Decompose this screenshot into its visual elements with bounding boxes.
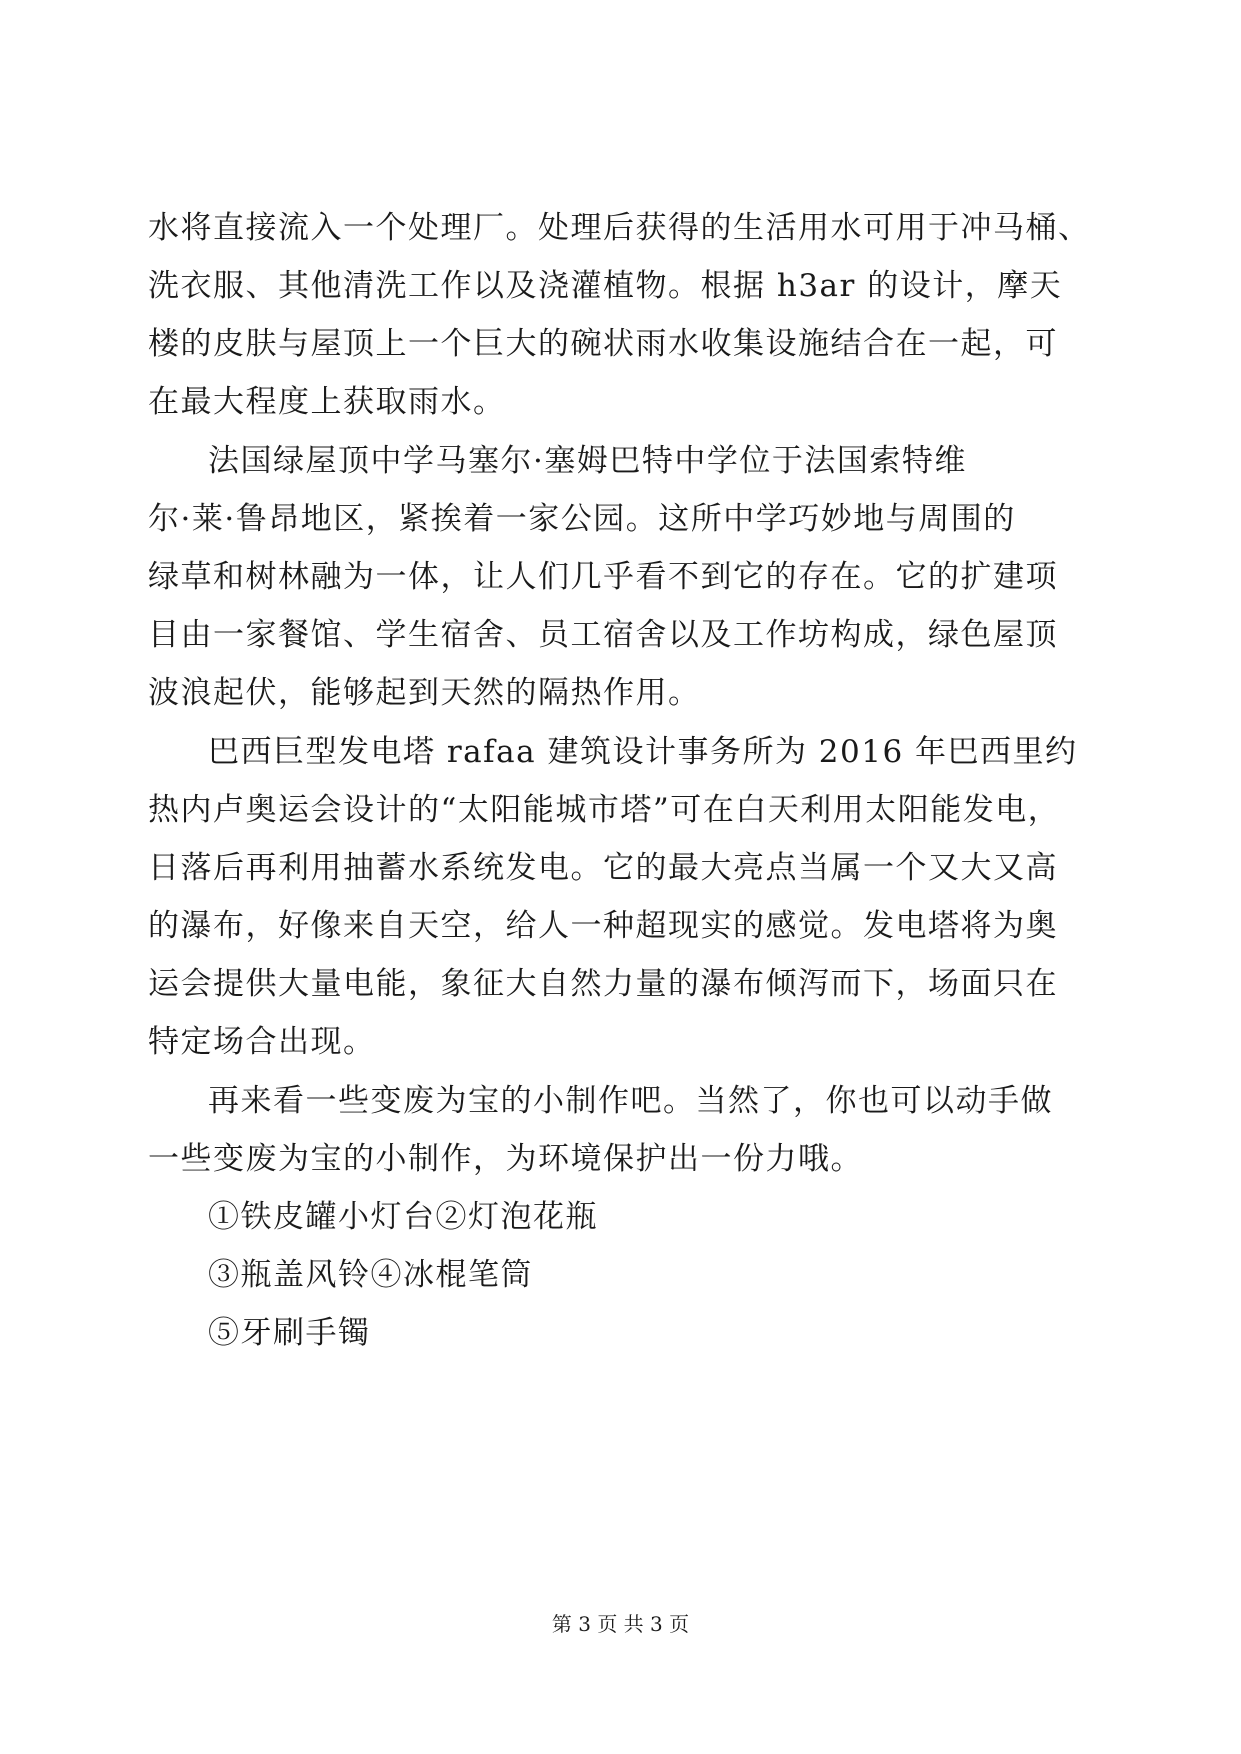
text-line: 绿草和树林融为一体，让人们几乎看不到它的存在。它的扩建项 (148, 559, 1058, 595)
text-line: 法国绿屋顶中学马塞尔·塞姆巴特中学位于法国索特维 (208, 443, 967, 479)
text-line: 特定场合出现。 (148, 1024, 376, 1060)
list-item: ①铁皮罐小灯台②灯泡花瓶 (208, 1199, 598, 1235)
page-number: 第 3 页 共 3 页 (551, 1612, 690, 1636)
text-line: 水将直接流入一个处理厂。处理后获得的生活用水可用于冲马桶、 (148, 210, 1091, 246)
text-line: 洗衣服、其他清洗工作以及浇灌植物。根据 h3ar 的设计，摩天 (148, 268, 1063, 304)
text-line: 再来看一些变废为宝的小制作吧。当然了，你也可以动手做 (208, 1083, 1053, 1119)
text-line: 热内卢奥运会设计的“太阳能城市塔”可在白天利用太阳能发电， (148, 792, 1061, 828)
text-line: 波浪起伏，能够起到天然的隔热作用。 (148, 675, 701, 711)
list-item: ③瓶盖风铃④冰棍笔筒 (208, 1257, 533, 1293)
list-item: ⑤牙刷手镯 (208, 1315, 371, 1351)
text-line: 运会提供大量电能，象征大自然力量的瀑布倾泻而下，场面只在 (148, 966, 1058, 1002)
text-line: 的瀑布，好像来自天空，给人一种超现实的感觉。发电塔将为奥 (148, 908, 1058, 944)
text-line: 日落后再利用抽蓄水系统发电。它的最大亮点当属一个又大又高 (148, 850, 1058, 886)
text-line: 目由一家餐馆、学生宿舍、员工宿舍以及工作坊构成，绿色屋顶 (148, 617, 1058, 653)
text-line: 楼的皮肤与屋顶上一个巨大的碗状雨水收集设施结合在一起，可 (148, 326, 1058, 362)
text-line: 一些变废为宝的小制作，为环境保护出一份力哦。 (148, 1141, 863, 1177)
text-line: 在最大程度上获取雨水。 (148, 384, 506, 420)
text-line: 尔·莱·鲁昂地区，紧挨着一家公园。这所中学巧妙地与周围的 (148, 501, 1016, 537)
text-line: 巴西巨型发电塔 rafaa 建筑设计事务所为 2016 年巴西里约 (208, 734, 1078, 770)
